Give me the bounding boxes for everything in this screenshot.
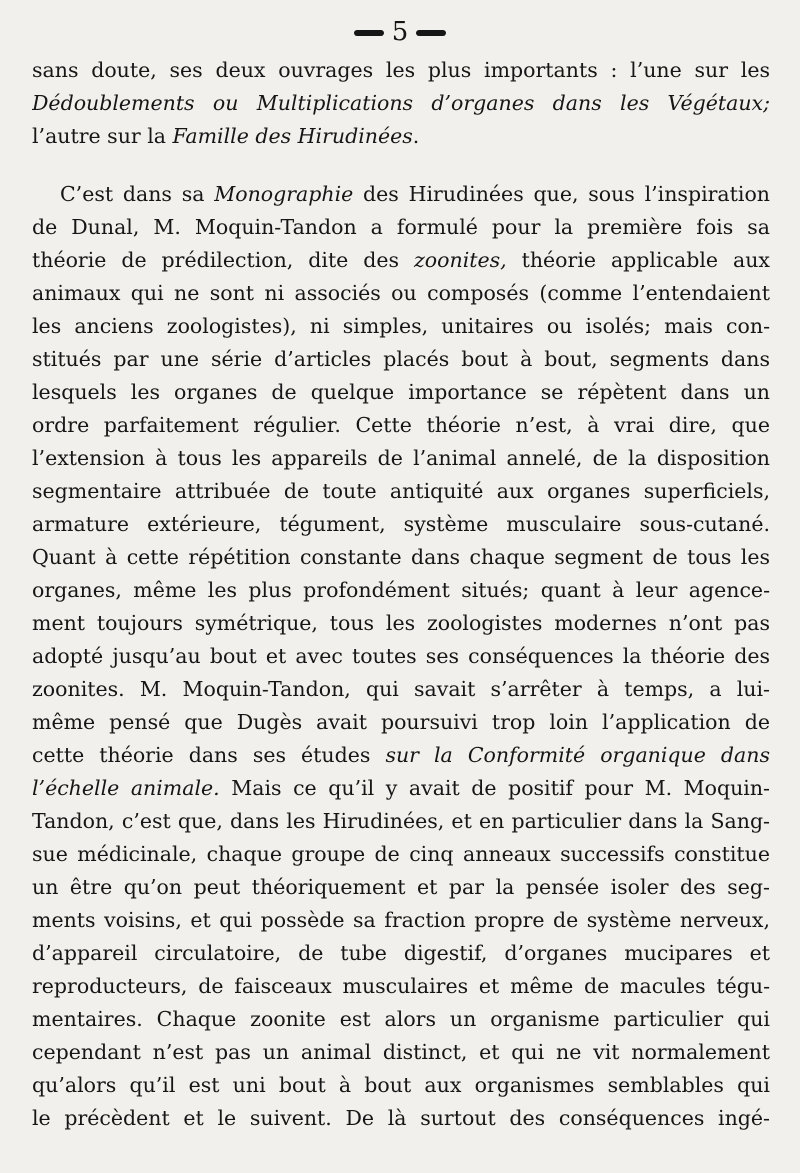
paragraph-gap [32,153,770,178]
page-header [0,14,800,50]
text-line [32,343,770,376]
text-run: armature extérieure, tégument, système musculaire sous-cutané. [32,512,770,536]
text-run: Quant à cette répétition constante dans chaque segment de tous les [32,545,770,569]
text-line [32,541,770,574]
text-line [32,1003,770,1036]
text-run: stitués par une série d’articles placés bout à bout, segments dans [32,347,770,371]
italic-text: l’échelle animale. [32,776,220,800]
text-run: l’extension à tous les appareils de l’animal annelé, de la disposition [32,446,770,470]
text-line [32,310,770,343]
text-line [32,904,770,937]
text-line [32,1069,770,1102]
text-line [32,120,770,153]
text-line [32,508,770,541]
text-run: animaux qui ne sont ni associés ou composés (comme l’entendaient [32,281,770,305]
text-run: Mais ce qu’il y avait de positif pour M. Moquin- [219,776,770,800]
text-line [32,937,770,970]
paragraph [32,54,770,153]
text-run: reproducteurs, de faisceaux musculaires et même de macules tégu- [32,974,770,998]
text-run: C’est dans sa [60,182,215,206]
text-line [32,574,770,607]
text-run: de Dunal, M. Moquin-Tandon a formulé pour la première fois sa [32,215,770,239]
text-run: ordre parfaitement régulier. Cette théorie n’est, à vrai dire, que [32,413,770,437]
text-line [32,1036,770,1069]
italic-text: zoonites, [414,248,507,272]
text-line [32,673,770,706]
text-line [32,871,770,904]
italic-text: Monographie [214,182,354,206]
text-run: mentaires. Chaque zoonite est alors un organisme particulier qui [32,1007,770,1031]
text-line [32,376,770,409]
text-line [32,805,770,838]
italic-text: Famille des Hirudinées [172,124,413,148]
text-line [32,244,770,277]
text-run: même pensé que Dugès avait poursuivi trop loin l’application de [32,710,770,734]
text-line [32,970,770,1003]
text-line [32,475,770,508]
text-run: sue médicinale, chaque groupe de cinq anneaux successifs constitue [32,842,770,866]
text-run: sans doute, ses deux ouvrages les plus importants : l’une sur les [32,58,770,82]
text-run: des Hirudinées que, sous l’inspiration [353,182,770,206]
text-run: d’appareil circulatoire, de tube digestif, d’organes mucipares et [32,941,770,965]
text-line [32,211,770,244]
text-run: qu’alors qu’il est uni bout à bout aux organismes semblables qui [32,1073,770,1097]
text-run: un être qu’on peut théoriquement et par la pensée isoler des seg- [32,875,770,899]
text-line [32,178,770,211]
text-line [32,607,770,640]
text-run: théorie applicable aux [506,248,770,272]
text-run: adopté jusqu’au bout et avec toutes ses conséquences la théorie des [32,644,770,668]
text-line [32,87,770,120]
text-run: l’autre sur la [32,124,173,148]
text-run: . [412,124,420,148]
italic-text: Dédoublements ou Multiplications d’organes dans les Végétaux; [32,91,770,115]
text-run: cependant n’est pas un animal distinct, et qui ne vit normalement [32,1040,770,1064]
text-run: zoonites. M. Moquin-Tandon, qui savait s’arrêter à temps, a lui- [32,677,770,701]
header-ornament-right [416,30,446,36]
text-line [32,706,770,739]
text-run: ment toujours symétrique, tous les zoologistes modernes n’ont pas [32,611,770,635]
text-run: Tandon, c’est que, dans les Hirudinées, et en particulier dans la Sang- [32,809,770,833]
text-line [32,640,770,673]
text-run: segmentaire attribuée de toute antiquité aux organes superficiels, [32,479,770,503]
text-run: lesquels les organes de quelque importance se répètent dans un [32,380,770,404]
text-line [32,772,770,805]
text-line [32,442,770,475]
body-text [32,54,770,1135]
text-run: organes, même les plus profondément situés; quant à leur agence- [32,578,770,602]
text-line [32,838,770,871]
paragraph [32,178,770,1135]
header-ornament-left [354,30,384,36]
text-run: théorie de prédilection, dite des [32,248,414,272]
page-number: 5 [391,17,409,47]
text-run: les anciens zoologistes), ni simples, unitaires ou isolés; mais con- [32,314,770,338]
text-line [32,739,770,772]
text-run: ments voisins, et qui possède sa fraction propre de système nerveux, [32,908,770,932]
text-line [32,54,770,87]
italic-text: sur la Conformité organique dans [385,743,770,767]
text-run: cette théorie dans ses études [32,743,386,767]
text-run: le précèdent et le suivent. De là surtout des conséquences ingé- [32,1106,770,1130]
text-line [32,277,770,310]
text-line [32,1102,770,1135]
text-line [32,409,770,442]
